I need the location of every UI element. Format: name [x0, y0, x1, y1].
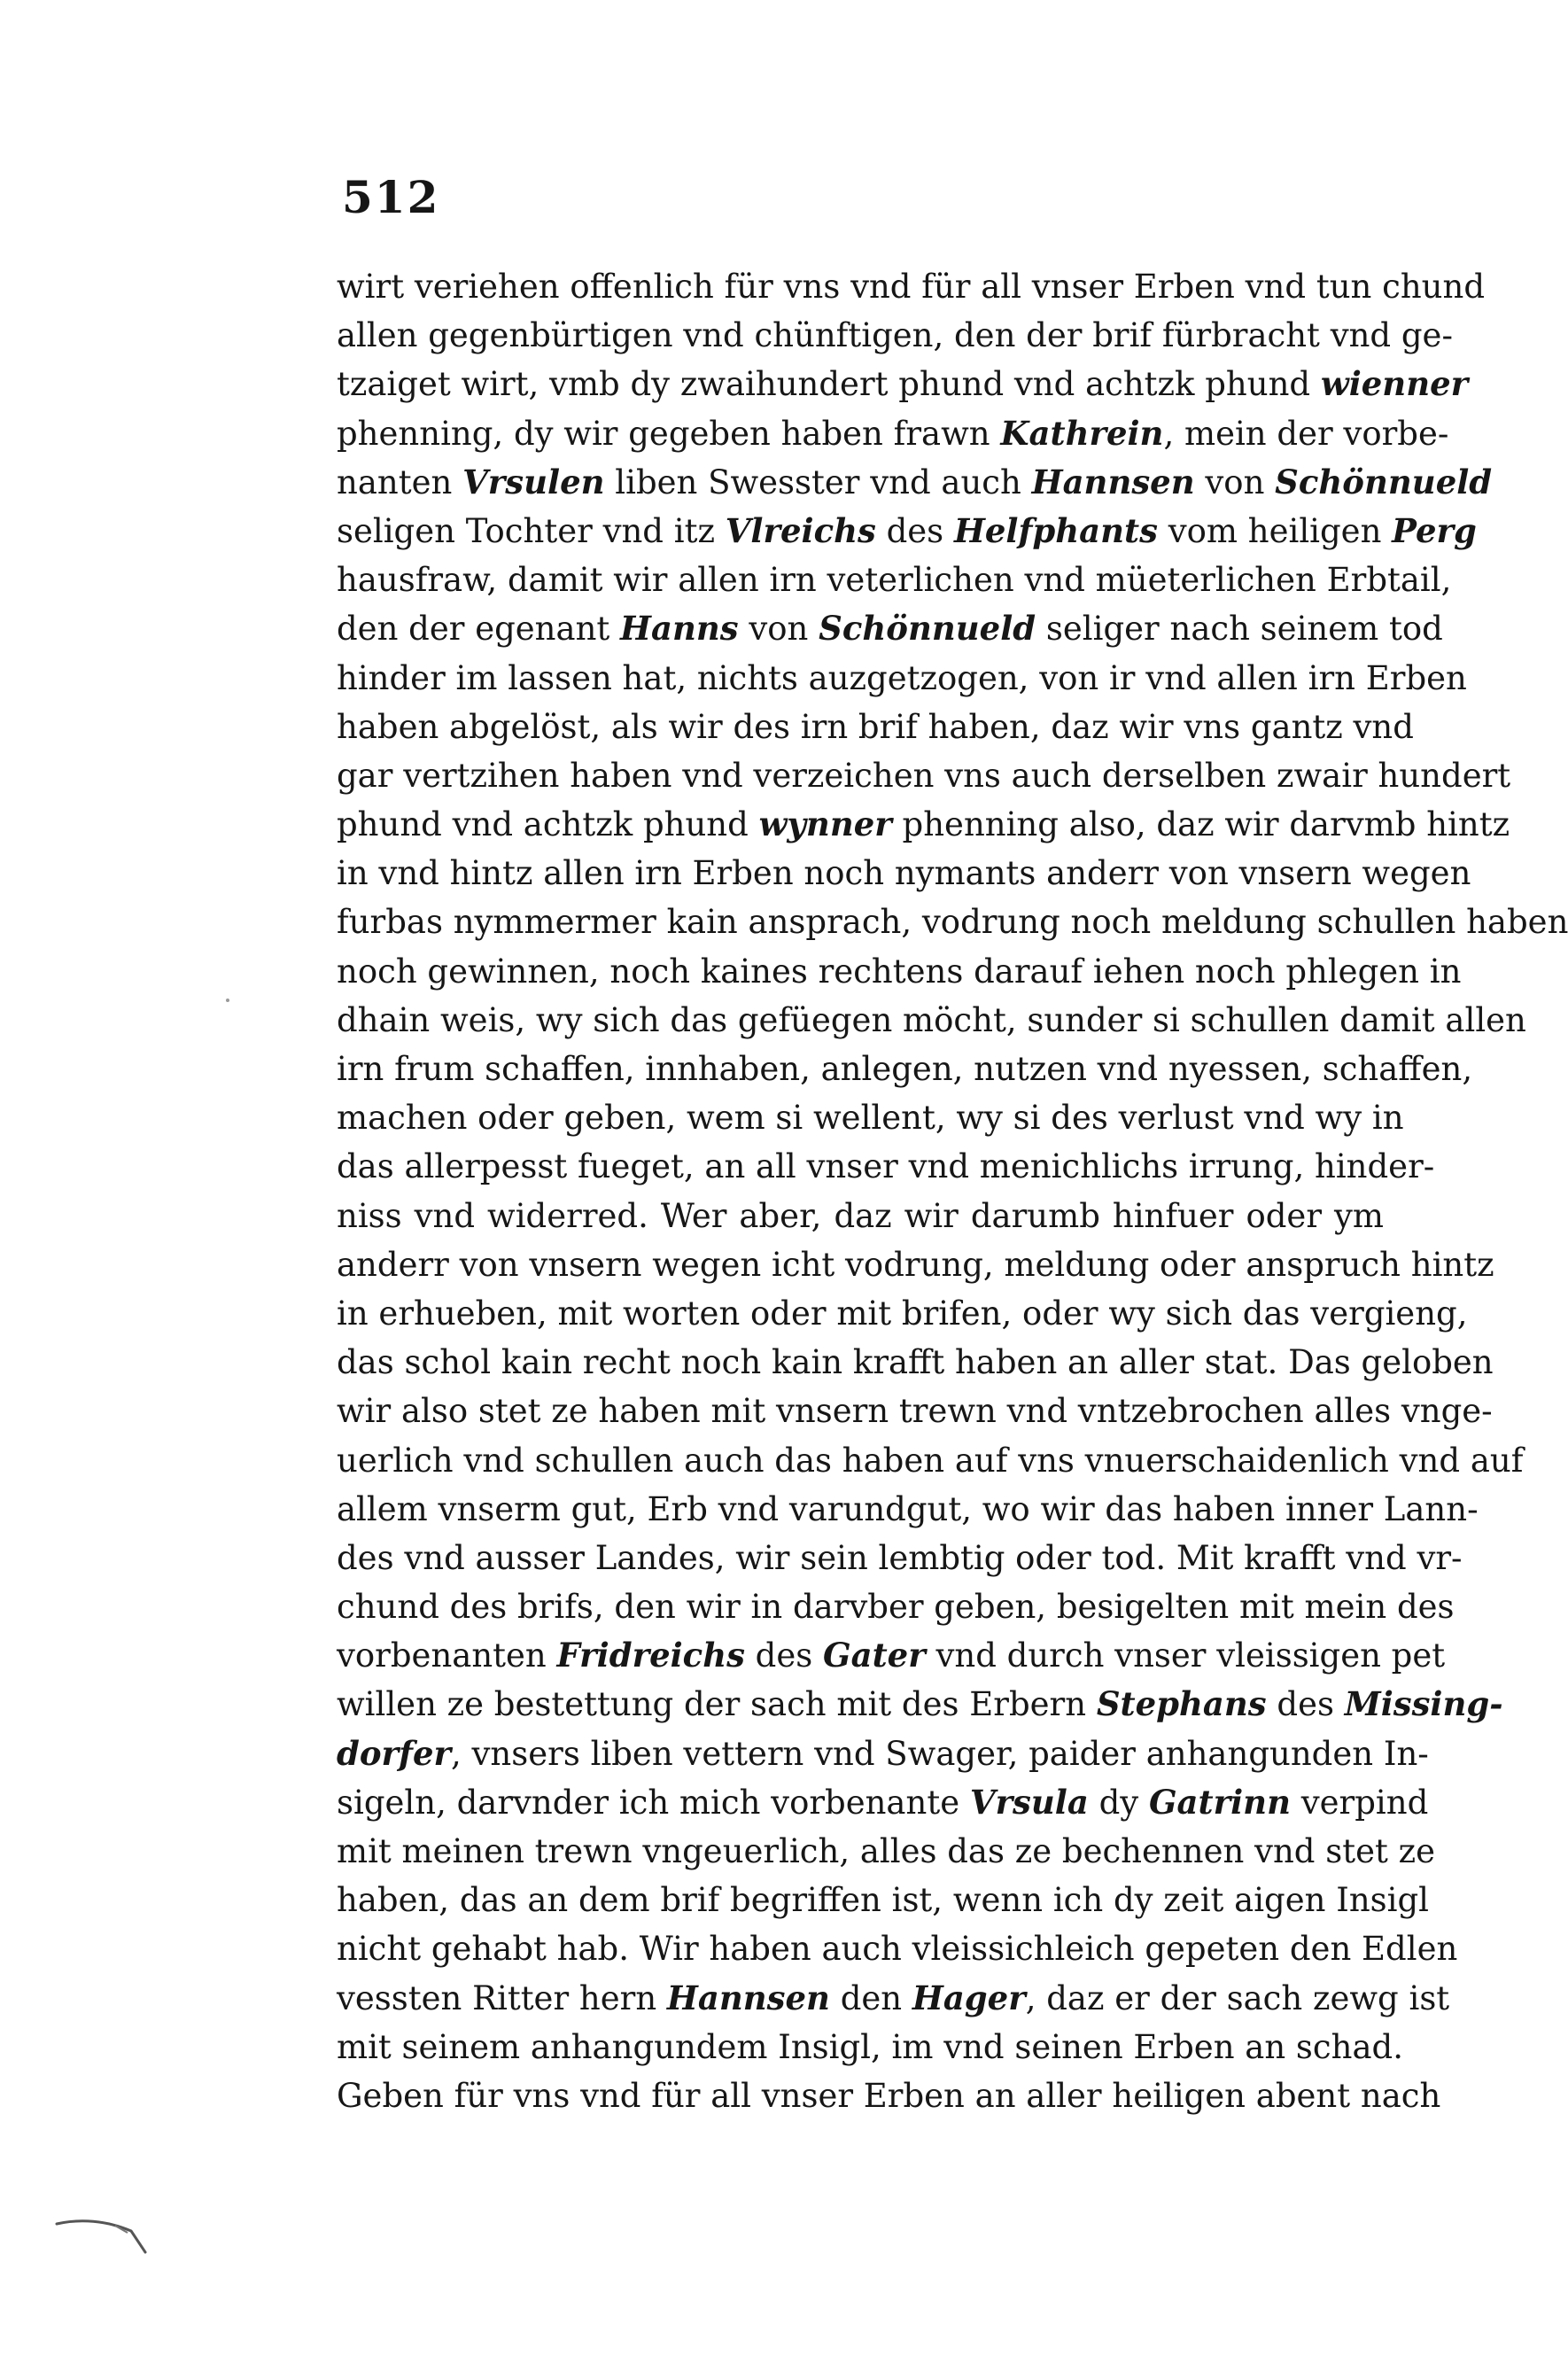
text-run: gar vertzihen haben vnd verzeichen vns auch derselben zwair hundert — [337, 756, 1511, 795]
text-run: anderr von vnsern wegen icht vodrung, meldung oder anspruch hintz — [337, 1245, 1494, 1284]
text-line — [337, 1045, 1473, 1093]
text-line — [337, 604, 1443, 653]
text-run: vnd durch vnser vleissigen pet — [925, 1636, 1446, 1675]
text-line — [337, 556, 1452, 604]
text-run: in vnd hintz allen irn Erben noch nymants anderr von vnsern wegen — [337, 854, 1471, 893]
text-line — [337, 311, 1453, 360]
text-line — [337, 1876, 1430, 1924]
italic-name: wienner — [1320, 364, 1469, 404]
text-line — [337, 1827, 1436, 1876]
text-line — [337, 1142, 1435, 1191]
italic-name: Hannsen — [666, 1978, 830, 2017]
italic-name: wynner — [758, 804, 892, 844]
text-run: des — [1266, 1685, 1345, 1724]
text-run: haben abgelöst, als wir des irn brif haben, daz wir vns gantz vnd — [337, 707, 1414, 746]
text-line — [337, 1387, 1493, 1435]
text-line — [337, 1289, 1468, 1338]
text-line — [337, 1093, 1404, 1142]
text-run: noch gewinnen, noch kaines rechtens darauf iehen noch phlegen in — [337, 952, 1462, 991]
text-run: das allerpesst fueget, an all vnser vnd menichlichs irrung, hinder- — [337, 1147, 1435, 1186]
italic-name: Hager — [912, 1978, 1026, 2017]
text-run: Geben für vns vnd für all vnser Erben an aller heiligen abent nach — [337, 2076, 1441, 2115]
text-run: nicht gehabt hab. Wir haben auch vleissichleich gepeten den Edlen — [337, 1930, 1458, 1969]
text-run: phenning, dy wir gegeben haben frawn — [337, 414, 1001, 453]
text-run: mit meinen trewn vngeuerlich, alles das ze bechennen vnd stet ze — [337, 1832, 1436, 1870]
italic-name: dorfer — [337, 1733, 451, 1773]
text-line — [337, 458, 1493, 507]
text-line — [337, 1240, 1494, 1289]
text-run: den — [829, 1978, 912, 2017]
text-run: furbas nymmermer kain ansprach, vodrung noch meldung schullen haben — [337, 903, 1568, 942]
text-run: in erhueben, mit worten oder mit brifen, oder wy sich das vergieng, — [337, 1294, 1468, 1333]
text-line — [337, 1778, 1429, 1827]
italic-name: Schönnueld — [1275, 462, 1493, 501]
text-run: wir also stet ze haben mit vnsern trewn vnd vntzebrochen alles vnge- — [337, 1392, 1493, 1431]
text-run: uerlich vnd schullen auch das haben auf vns vnuerschaidenlich vnd auf — [337, 1441, 1524, 1480]
text-run: seligen Tochter vnd itz — [337, 511, 726, 550]
text-run: allem vnserm gut, Erb vnd varundgut, wo wir das haben inner Lann- — [337, 1489, 1479, 1528]
body-text — [337, 262, 1568, 2120]
text-run: machen oder geben, wem si wellent, wy si des verlust vnd wy in — [337, 1099, 1404, 1138]
text-run: willen ze bestettung der sach mit des Erbern — [337, 1685, 1097, 1724]
text-run: vessten Ritter hern — [337, 1978, 667, 2017]
text-line — [337, 1338, 1494, 1387]
text-line — [337, 1974, 1450, 2023]
italic-name: Hanns — [620, 609, 739, 649]
text-run: von — [738, 610, 819, 649]
text-run: mit seinem anhangundem Insigl, im vnd seinen Erben an schad. — [337, 2027, 1403, 2066]
text-run: wirt veriehen offenlich für vns vnd für all vnser Erben vnd tun chund — [337, 268, 1486, 306]
text-run: allen gegenbürtigen vnd chünftigen, den der brif fürbracht vnd ge- — [337, 316, 1453, 355]
text-run: tzaiget wirt, vmb dy zwaihundert phund vnd achtzk phund — [337, 365, 1321, 404]
text-line — [337, 1192, 1384, 1240]
text-run: hinder im lassen hat, nichts auzgetzogen, von ir vnd allen irn Erben — [337, 658, 1467, 697]
text-line — [337, 751, 1511, 800]
text-line — [337, 800, 1510, 849]
text-run: phenning also, daz wir darvmb hintz — [891, 805, 1510, 844]
text-line — [337, 262, 1486, 311]
text-run: seliger nach seinem tod — [1036, 610, 1443, 649]
italic-name: Hannsen — [1031, 462, 1195, 501]
text-line — [337, 1582, 1455, 1631]
text-line — [337, 1680, 1503, 1729]
text-run: des — [875, 511, 954, 550]
text-run: phund vnd achtzk phund — [337, 805, 759, 844]
text-run: chund des brifs, den wir in darvber geben, besigelten mit mein des — [337, 1588, 1455, 1627]
text-run: den der egenant — [337, 610, 621, 649]
italic-name: Helfphants — [953, 510, 1158, 550]
text-run: das schol kain recht noch kain krafft haben an aller stat. Das geloben — [337, 1343, 1494, 1382]
italic-name: Kathrein — [1000, 413, 1164, 453]
text-run: des vnd ausser Landes, wir sein lembtig oder tod. Mit krafft vnd vr- — [337, 1538, 1463, 1577]
text-run: , mein der vorbe- — [1163, 414, 1449, 453]
italic-name: Vlreichs — [725, 510, 876, 550]
margin-speck — [226, 999, 229, 1002]
text-run: liben Swesster vnd auch — [604, 462, 1032, 501]
italic-name: Gatrinn — [1148, 1782, 1291, 1822]
text-run: dy — [1088, 1783, 1149, 1822]
text-line — [337, 1436, 1524, 1485]
text-line — [337, 996, 1526, 1045]
text-line — [337, 1924, 1458, 1973]
text-run: des — [744, 1636, 824, 1675]
text-run: dhain weis, wy sich das gefüegen möcht, sunder si schullen damit allen — [337, 1000, 1526, 1039]
text-run: , vnsers liben vettern vnd Swager, paider anhangunden In- — [451, 1734, 1429, 1773]
text-run: vom heiligen — [1157, 511, 1393, 550]
text-run: von — [1194, 462, 1276, 501]
text-run: niss vnd widerred. Wer aber, daz wir darumb hinfuer oder ym — [337, 1196, 1384, 1235]
italic-name: Fridreichs — [556, 1636, 745, 1675]
italic-name: Vrsula — [969, 1782, 1089, 1822]
text-run: , daz er der sach zewg ist — [1025, 1978, 1450, 2017]
text-line — [337, 1485, 1479, 1534]
text-line — [337, 1631, 1446, 1680]
text-run: haben, das an dem brif begriffen ist, wenn ich dy zeit aigen Insigl — [337, 1881, 1430, 1920]
italic-name: Perg — [1392, 510, 1477, 550]
margin-ink-mark — [53, 2215, 151, 2259]
italic-name: Schönnueld — [819, 609, 1036, 649]
text-line — [337, 654, 1467, 703]
text-line — [337, 409, 1449, 458]
text-line — [337, 2023, 1403, 2071]
text-line — [337, 849, 1471, 898]
text-line — [337, 507, 1477, 556]
italic-name: Missing- — [1344, 1684, 1503, 1724]
text-line — [337, 360, 1469, 408]
text-line — [337, 2071, 1441, 2120]
text-run: irn frum schaffen, innhaben, anlegen, nutzen vnd nyessen, schaffen, — [337, 1050, 1473, 1088]
text-run: sigeln, darvnder ich mich vorbenante — [337, 1783, 970, 1822]
text-run: hausfraw, damit wir allen irn veterlichen vnd müeterlichen Erbtail, — [337, 561, 1452, 600]
text-line — [337, 1534, 1463, 1582]
text-line — [337, 703, 1414, 751]
text-run: verpind — [1290, 1783, 1429, 1822]
text-line — [337, 898, 1568, 946]
text-line — [337, 1729, 1429, 1778]
italic-name: Gater — [823, 1636, 926, 1675]
text-run: nanten — [337, 462, 463, 501]
text-run: vorbenanten — [337, 1636, 557, 1675]
italic-name: Stephans — [1096, 1684, 1267, 1724]
page-number: 512 — [342, 171, 440, 223]
italic-name: Vrsulen — [462, 462, 605, 501]
text-line — [337, 947, 1462, 996]
